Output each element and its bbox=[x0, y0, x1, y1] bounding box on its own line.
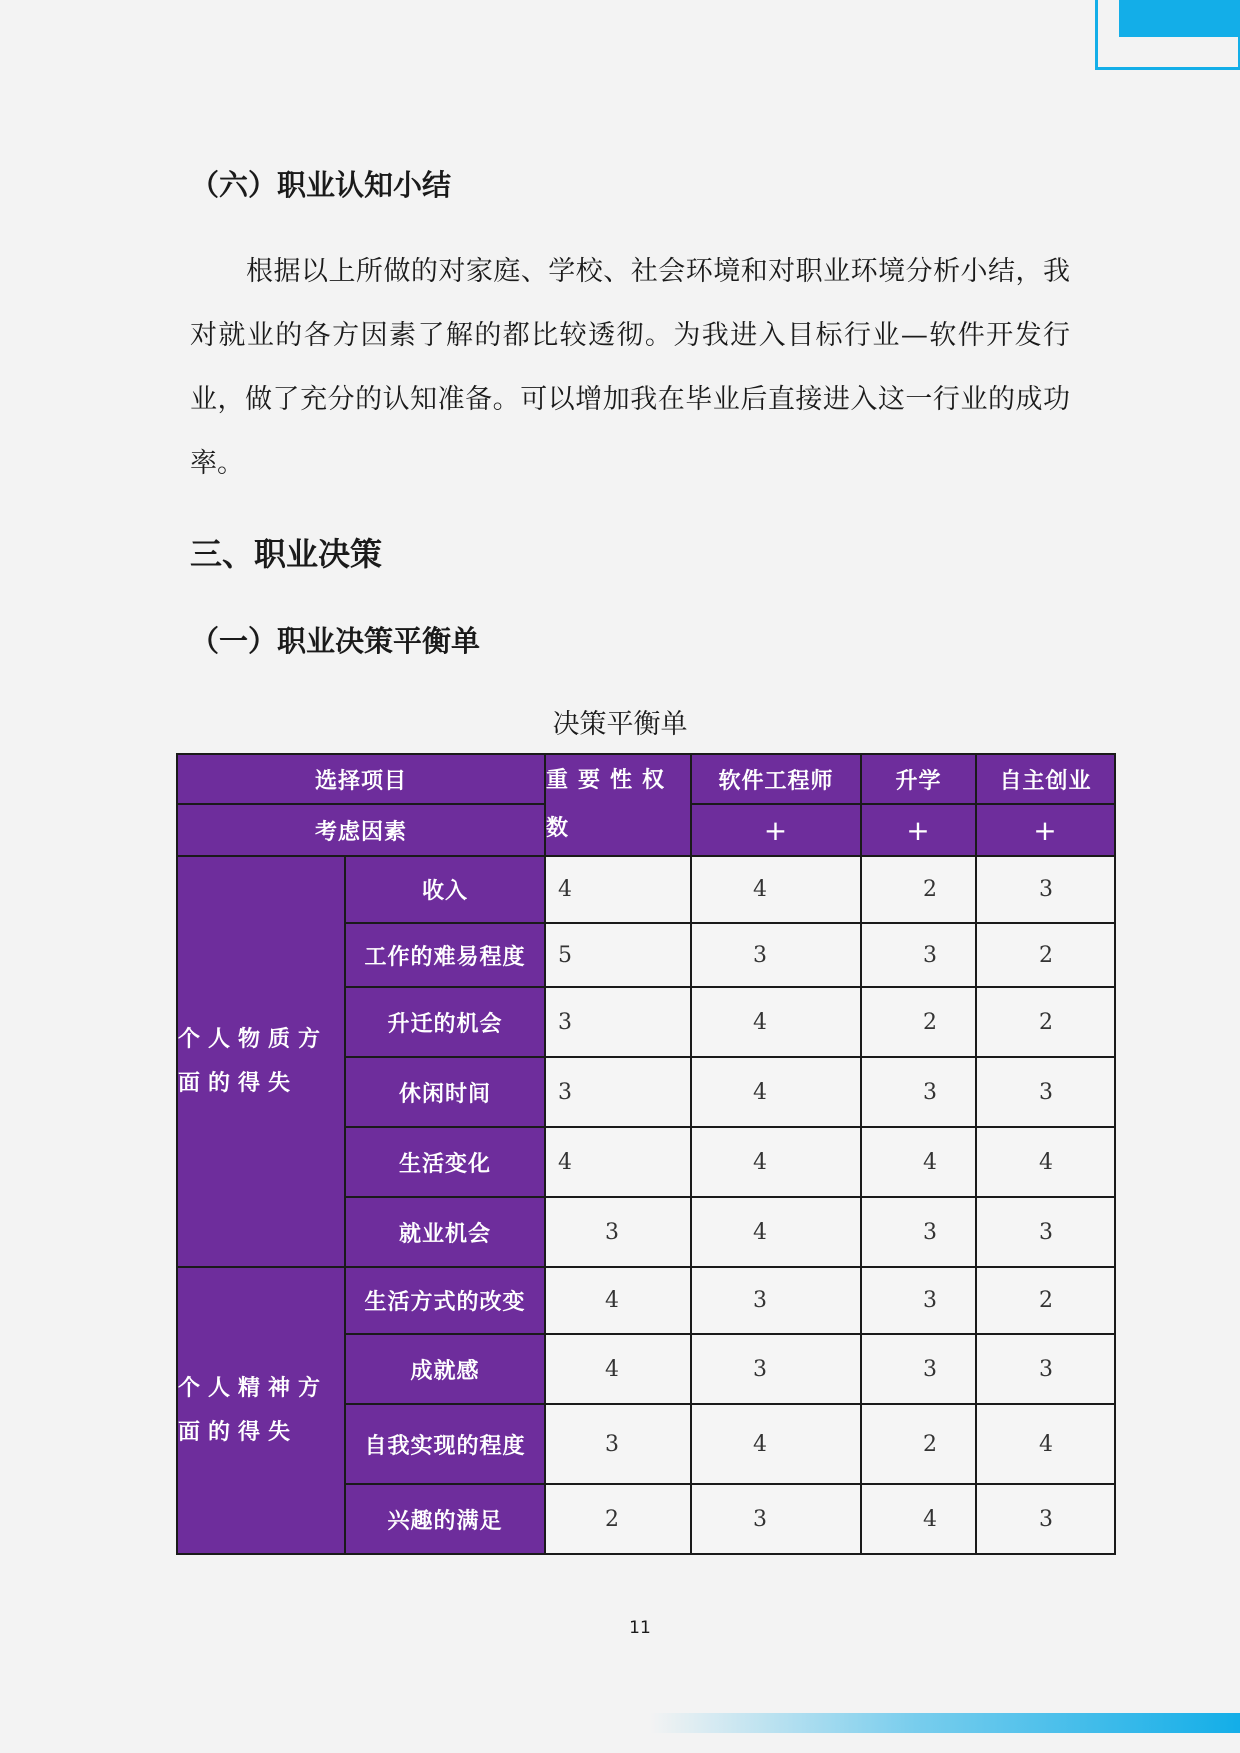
weight-cell: 3 bbox=[545, 987, 691, 1057]
value-cell: 2 bbox=[861, 987, 976, 1057]
value-cell: 3 bbox=[976, 1484, 1115, 1554]
factor-label: 收入 bbox=[345, 856, 545, 923]
section-heading-career-cognition-summary: （六）职业认知小结 bbox=[190, 168, 452, 202]
value-cell: 3 bbox=[861, 1334, 976, 1404]
value-cell: 4 bbox=[691, 1127, 861, 1197]
footer-gradient-bar bbox=[650, 1713, 1240, 1733]
value-cell: 4 bbox=[691, 856, 861, 923]
plus-sign: + bbox=[976, 804, 1115, 856]
factor-label: 自我实现的程度 bbox=[345, 1404, 545, 1484]
decision-balance-table bbox=[176, 753, 1116, 1555]
table-header-row bbox=[177, 754, 1115, 804]
value-cell: 3 bbox=[976, 1334, 1115, 1404]
value-cell: 4 bbox=[861, 1127, 976, 1197]
factor-label: 兴趣的满足 bbox=[345, 1484, 545, 1554]
group-label-material: 个人物质方面的得失 bbox=[177, 856, 345, 1267]
plus-sign: + bbox=[861, 804, 976, 856]
weight-cell: 5 bbox=[545, 923, 691, 987]
table-title: 决策平衡单 bbox=[552, 709, 688, 740]
value-cell: 4 bbox=[976, 1404, 1115, 1484]
factor-label: 就业机会 bbox=[345, 1197, 545, 1267]
weight-cell: 3 bbox=[545, 1404, 691, 1484]
value-cell: 4 bbox=[691, 1404, 861, 1484]
value-cell: 3 bbox=[976, 856, 1115, 923]
value-cell: 3 bbox=[976, 1197, 1115, 1267]
value-cell: 3 bbox=[861, 1197, 976, 1267]
factor-label: 升迁的机会 bbox=[345, 987, 545, 1057]
value-cell: 3 bbox=[861, 1267, 976, 1334]
value-cell: 2 bbox=[976, 987, 1115, 1057]
summary-paragraph: 根据以上所做的对家庭、学校、社会环境和对职业环境分析小结，我对就业的各方因素了解的都比较透彻。为我进入目标行业—软件开发行业，做了充分的认知准备。可以增加我在毕业后直接进入这一行业的成功率。 bbox=[190, 256, 1070, 479]
corner-decoration-fill bbox=[1119, 0, 1240, 37]
factor-label: 休闲时间 bbox=[345, 1057, 545, 1127]
header-weight: 重要性权数 bbox=[545, 754, 691, 856]
weight-cell: 3 bbox=[545, 1057, 691, 1127]
group-label-spiritual: 个人精神方面的得失 bbox=[177, 1267, 345, 1554]
table-row bbox=[177, 1267, 1115, 1334]
header-factors: 考虑因素 bbox=[177, 804, 545, 856]
value-cell: 2 bbox=[861, 856, 976, 923]
weight-cell: 4 bbox=[545, 856, 691, 923]
section-heading-decision-balance-sheet: （一）职业决策平衡单 bbox=[190, 624, 481, 658]
value-cell: 4 bbox=[976, 1127, 1115, 1197]
table-row bbox=[177, 856, 1115, 923]
weight-cell: 3 bbox=[545, 1197, 691, 1267]
value-cell: 2 bbox=[976, 923, 1115, 987]
value-cell: 4 bbox=[691, 1197, 861, 1267]
value-cell: 4 bbox=[691, 987, 861, 1057]
weight-cell: 4 bbox=[545, 1334, 691, 1404]
value-cell: 3 bbox=[976, 1057, 1115, 1127]
factor-label: 生活方式的改变 bbox=[345, 1267, 545, 1334]
header-select-item: 选择项目 bbox=[177, 754, 545, 804]
section-heading-career-decision: 三、职业决策 bbox=[190, 535, 383, 573]
weight-cell: 4 bbox=[545, 1127, 691, 1197]
header-option-further-study: 升学 bbox=[861, 754, 976, 804]
value-cell: 3 bbox=[691, 1334, 861, 1404]
plus-sign: + bbox=[691, 804, 861, 856]
value-cell: 3 bbox=[861, 923, 976, 987]
value-cell: 2 bbox=[976, 1267, 1115, 1334]
header-option-software-engineer: 软件工程师 bbox=[691, 754, 861, 804]
weight-cell: 2 bbox=[545, 1484, 691, 1554]
value-cell: 4 bbox=[691, 1057, 861, 1127]
weight-cell: 4 bbox=[545, 1267, 691, 1334]
value-cell: 4 bbox=[861, 1484, 976, 1554]
page-number: 11 bbox=[629, 1618, 651, 1638]
value-cell: 3 bbox=[691, 1484, 861, 1554]
header-option-entrepreneurship: 自主创业 bbox=[976, 754, 1115, 804]
value-cell: 3 bbox=[691, 923, 861, 987]
factor-label: 成就感 bbox=[345, 1334, 545, 1404]
value-cell: 3 bbox=[861, 1057, 976, 1127]
factor-label: 工作的难易程度 bbox=[345, 923, 545, 987]
factor-label: 生活变化 bbox=[345, 1127, 545, 1197]
value-cell: 2 bbox=[861, 1404, 976, 1484]
value-cell: 3 bbox=[691, 1267, 861, 1334]
